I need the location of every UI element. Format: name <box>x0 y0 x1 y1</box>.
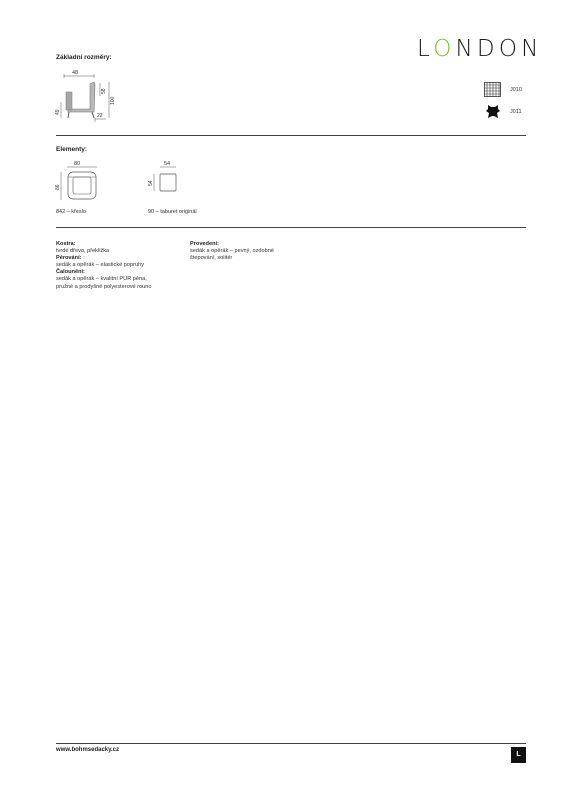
armchair-side-drawing <box>50 68 130 130</box>
spec-line: sedák a opěrák – pevný, ozdobné <box>190 248 274 255</box>
elements-title: Elementy: <box>56 146 88 153</box>
dim-width-label: 48 <box>72 70 79 76</box>
dim-seat-label: 49 <box>55 109 61 115</box>
stool-top-drawing <box>146 160 182 196</box>
armchair-top-drawing <box>52 160 102 204</box>
dim-back-label: 58 <box>101 88 107 94</box>
spec-heading: Kostra: <box>56 241 76 247</box>
material-code-fabric: J010 <box>510 87 522 93</box>
dim-height-label: 100 <box>110 96 116 105</box>
element-1-side-dim: 86 <box>55 184 61 190</box>
dim-depth-label: 22 <box>97 113 103 119</box>
spec-heading: Pérování: <box>56 255 82 262</box>
element-2-label: 90 – taburet originál <box>148 209 197 215</box>
spec-heading: Čalounění: <box>56 269 85 276</box>
fabric-swatch-icon <box>484 82 501 97</box>
page-badge: L <box>511 747 526 763</box>
specs-left <box>56 241 186 291</box>
element-1-top-dim: 80 <box>74 161 81 167</box>
divider <box>56 135 526 136</box>
divider <box>56 227 526 228</box>
spec-line: sedák a opěrák – elastické popruhy <box>56 262 145 269</box>
brand-logo: LONDON <box>417 36 543 62</box>
footer-divider <box>56 743 526 744</box>
specs-right <box>190 241 320 262</box>
material-code-leather: J011 <box>510 109 522 115</box>
dimensions-title: Základní rozměry: <box>56 54 112 61</box>
spec-line: sedák a opěrák – kvalitní PUR pěna, <box>56 276 147 283</box>
element-2-top-dim: 54 <box>164 161 171 167</box>
leather-hide-icon <box>485 104 501 119</box>
spec-line: pružné a prodyšné polyesterové rouno <box>56 283 152 290</box>
spec-heading: Provedení: <box>190 241 219 247</box>
spec-line: štepování, solitér <box>190 255 233 262</box>
spec-line: tvrdé dřevo, překližka <box>56 248 110 255</box>
footer-url-link[interactable]: www.bohmsedacky.cz <box>56 747 120 753</box>
element-2-side-dim: 54 <box>148 180 154 186</box>
element-1-label: 842 – křeslo <box>56 209 86 215</box>
